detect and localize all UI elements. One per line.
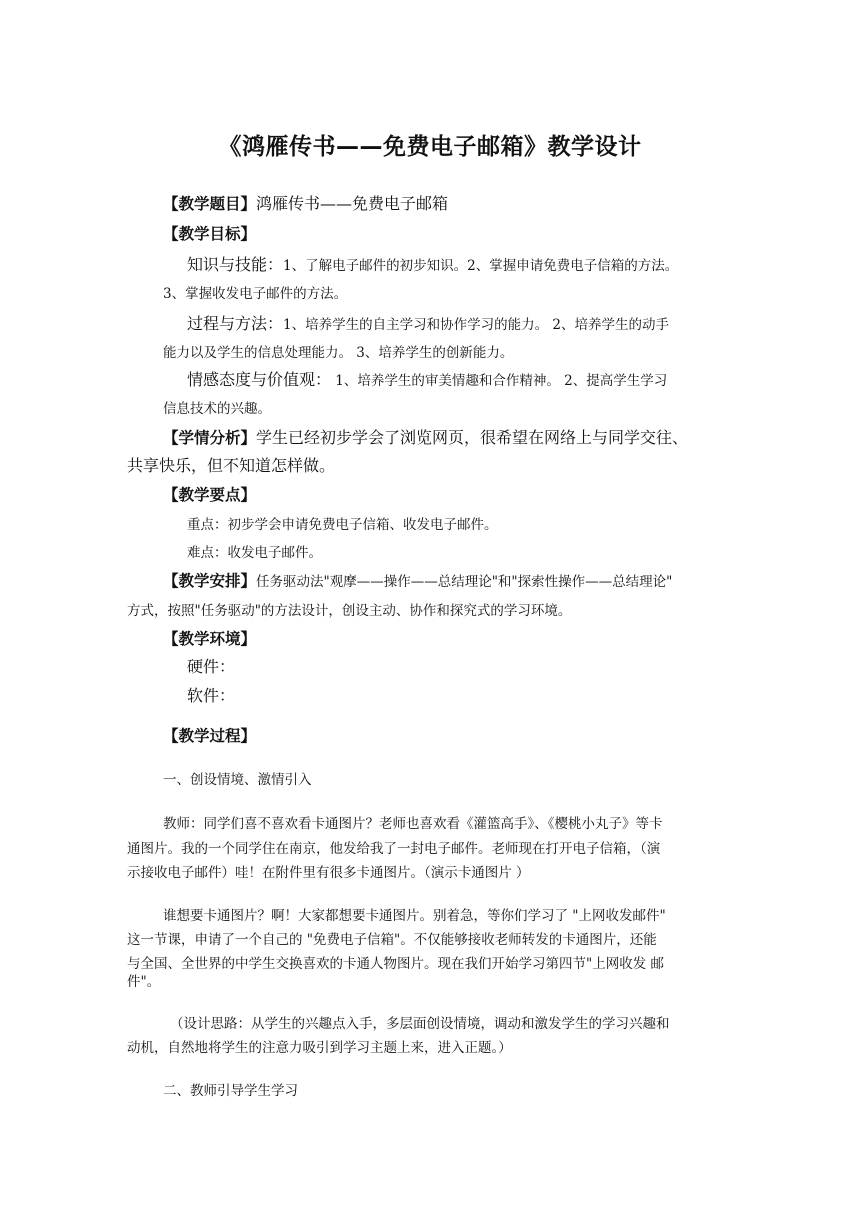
keypoint-main: 重点：初步学会申请免费电子信箱、收发电子邮件。 — [187, 517, 498, 533]
attitude-line-2: 信息技术的兴趣。 — [163, 401, 271, 417]
para2-line-1: 谁想要卡通图片？啊！大家都想要卡通图片。别着急，等你们学习了 "上网收发邮件" — [163, 908, 666, 924]
topic-text: 鸿雁传书——免费电子邮箱 — [256, 194, 449, 213]
goals-label: 【教学目标】 — [163, 225, 257, 243]
analysis-text-1: 学生已经初步学会了浏览网页，很希望在网络上与同学交往、 — [256, 428, 689, 447]
para1-line-3: 示接收电子邮件）哇！在附件里有很多卡通图片。（演示卡通图片 ） — [127, 865, 530, 881]
para2-line-2: 这一节课，申请了一个自己的 "免费电子信箱"。不仅能够接收老师转发的卡通图片，还能 — [127, 932, 657, 948]
environment-label: 【教学环境】 — [163, 630, 257, 648]
para1-line-1: 教师：同学们喜不喜欢看卡通图片？老师也喜欢看《灌篮高手》、《樱桃小丸子》等卡 — [163, 816, 663, 832]
para2-line-4: 件"。 — [127, 974, 161, 990]
arrangement-row — [163, 571, 672, 592]
attitude-line-1 — [187, 370, 667, 391]
para3-line-2: 动机，自然地将学生的注意力吸引到学习主题上来，进入正题。） — [127, 1040, 512, 1056]
process-label: 过程与方法： — [187, 314, 284, 333]
para1-line-2: 通图片。我的一个同学住在南京，他发给我了一封电子邮件。老师现在打开电子信箱，（演 — [127, 841, 661, 857]
arrangement-text-1: 任务驱动法"观摩——操作——总结理论"和"探索性操作——总结理论" — [256, 574, 673, 590]
step1-heading: 一、创设情境、激情引入 — [163, 772, 312, 788]
arrangement-line-2: 方式，按照"任务驱动"的方法设计，创设主动、协作和探究式的学习环境。 — [127, 603, 572, 619]
environment-row — [163, 629, 256, 650]
para2-line-3: 与全国、全世界的中学生交换喜欢的卡通人物图片。现在我们开始学习第四节"上网收发 邮 — [127, 956, 664, 972]
knowledge-line-2: 3、掌握收发电子邮件的方法。 — [163, 286, 348, 302]
analysis-row — [163, 428, 688, 448]
arrangement-label: 【教学安排】 — [163, 572, 257, 590]
topic-label: 【教学题目】 — [163, 195, 257, 213]
para3-line-1: （设计思路：从学生的兴趣点入手，多层面创设情境，调动和激发学生的学习兴趣和 — [170, 1016, 670, 1032]
hardware-line: 硬件： — [187, 657, 236, 676]
document-title: 《鸿雁传书——免费电子邮箱》教学设计 — [218, 134, 642, 160]
topic-row — [163, 194, 448, 214]
process-section-label: 【教学过程】 — [163, 727, 257, 745]
process-line-1 — [187, 314, 669, 335]
attitude-label: 情感态度与价值观： — [187, 370, 332, 389]
knowledge-text-1: 1、了解电子邮件的初步知识。2、掌握申请免费电子信箱的方法。 — [283, 258, 679, 274]
keypoint-difficult: 难点：收发电子邮件。 — [187, 545, 322, 561]
knowledge-line-1 — [187, 255, 678, 276]
goals-row — [163, 224, 256, 245]
knowledge-label: 知识与技能： — [187, 255, 284, 274]
analysis-line-2: 共享快乐，但不知道怎样做。 — [127, 456, 336, 475]
process-line-2: 能力以及学生的信息处理能力。 3、培养学生的创新能力。 — [163, 345, 514, 361]
keypoints-row — [163, 485, 256, 506]
software-line: 软件： — [187, 686, 236, 705]
attitude-text-1: 1、培养学生的审美情趣和合作精神。 2、提高学生学习 — [331, 373, 668, 389]
keypoints-label: 【教学要点】 — [163, 486, 257, 504]
step2-heading: 二、教师引导学生学习 — [163, 1083, 298, 1099]
process-text-1: 1、培养学生的自主学习和协作学习的能力。 2、培养学生的动手 — [283, 317, 669, 333]
analysis-label: 【学情分析】 — [163, 429, 257, 447]
process-section-row — [163, 726, 256, 747]
